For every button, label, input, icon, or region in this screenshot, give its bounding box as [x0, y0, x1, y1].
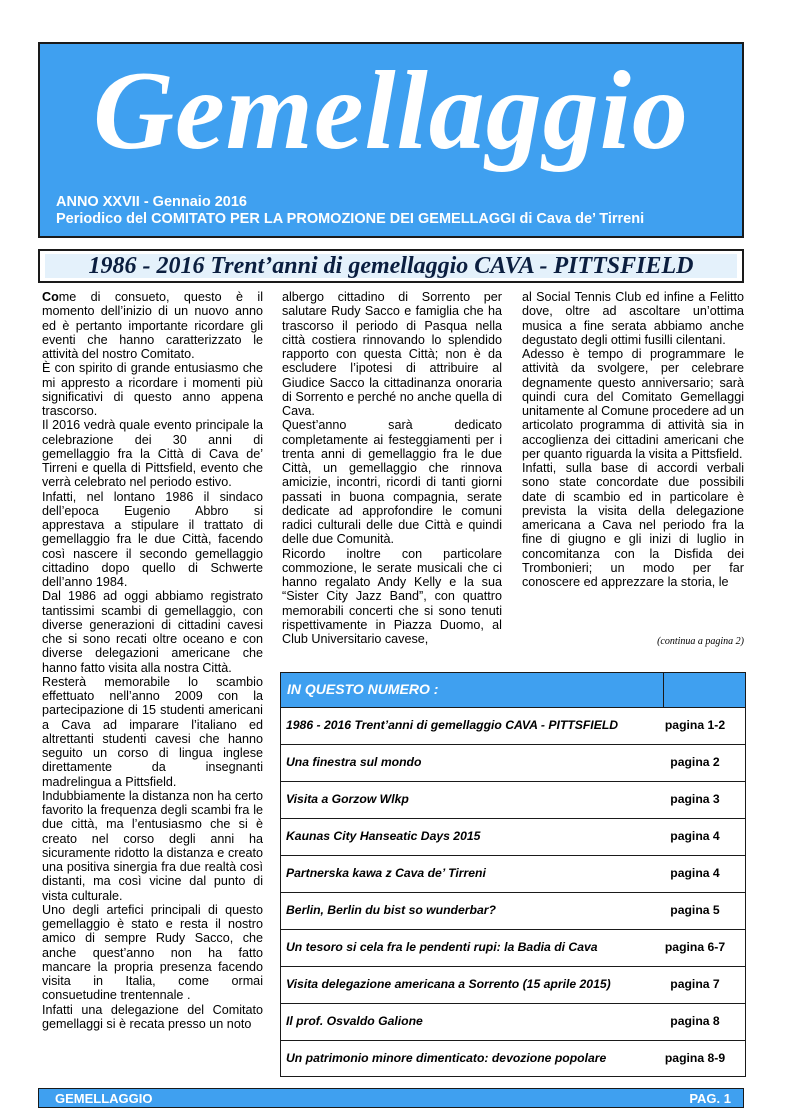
toc-title: 1986 - 2016 Trent’anni di gemellaggio CAVA - PITTSFIELD — [286, 718, 619, 732]
toc-row[interactable] — [281, 855, 745, 892]
article-paragraph: Ricordo inoltre con particolare commozione, le serate musicali che ci hanno regalato Andy Kelly e la sua “Sister City Jazz Band”, con quattro memorabili concerti che si sono tenuti rispettivamente in Piazza Duomo, al Club Universitario cavese, — [282, 546, 502, 646]
continued-note: (continua a pagina 2) — [657, 636, 744, 647]
toc-page: pagina 4 — [670, 829, 720, 843]
initial-letters: Co — [42, 290, 59, 304]
newspaper-title: Gemellaggio — [93, 49, 689, 173]
toc-title: Partnerska kawa z Cava de’ Tirreni — [286, 866, 486, 880]
toc-header-label: IN QUESTO NUMERO : — [287, 681, 439, 697]
article-headline: 1986 - 2016 Trent’anni di gemellaggio CAVA - PITTSFIELD — [45, 254, 737, 278]
article-paragraph: Uno degli artefici principali di questo gemellaggio è stato e resta il nostro amico di sempre Rudy Sacco, che anche quest’anno non ha fatto mancare la propria presenza facendo visita in Italia, come ormai consuetudine trentennale . — [42, 902, 263, 1003]
toc-row[interactable] — [281, 1040, 745, 1077]
toc-page: pagina 8-9 — [664, 1051, 726, 1065]
article-paragraph: albergo cittadino di Sorrento per salutare Rudy Sacco e famiglia che ha trascorso il periodo di Pasqua nella città costiera rinnovando lo splendido rapporto con questa Città; non è da escludere l’ipotesi di attribuire al Giudice Sacco la cittadinanza onoraria di Sorrento e perché no anche quella di Cava. — [282, 290, 502, 418]
toc-title: Visita a Gorzow Wlkp — [286, 792, 409, 806]
article-column-2 — [282, 290, 502, 646]
article-paragraph: al Social Tennis Club ed infine a Felitto dove, oltre ad ascoltare un’ottima musica a fine serata abbiamo anche degustato degli ottimi fusilli cilentani. — [522, 290, 744, 347]
toc-row[interactable] — [281, 818, 745, 855]
toc-row[interactable] — [281, 892, 745, 929]
article-paragraph: Resterà memorabile lo scambio effettuato nell’anno 2009 con la partecipazione di 15 studenti americani a Cava ad imparare l’italiano ed altrettanti studenti cavesi che hanno seguito un corso di lingua inglese direttamente da insegnanti madrelingua a Pittsfield. — [42, 674, 263, 789]
toc-row[interactable] — [281, 1003, 745, 1040]
toc-divider — [663, 673, 664, 707]
article-paragraph: Il 2016 vedrà quale evento principale la celebrazione dei 30 anni di gemellaggio fra la Città di Cava de’ Tirreni e quella di Pittsfield, evento che verrà celebrato nel periodo estivo. — [42, 418, 263, 490]
article-column-3 — [522, 290, 744, 589]
toc-page: pagina 6-7 — [664, 940, 726, 954]
article-paragraph: Quest’anno sarà dedicato completamente ai festeggiamenti per i trenta anni di gemellaggio fra le due Città, un gemellaggio che rinnova amicizie, incontri, ricordi di tanti giorni passati in buona compagnia, serate dedicate ad approfondire le comuni radici culturali delle due Città e quindi delle due Comunità. — [282, 418, 502, 547]
issue-info: ANNO XXVII - Gennaio 2016 — [56, 194, 247, 210]
toc-page: pagina 8 — [670, 1014, 720, 1028]
toc-title: Una finestra sul mondo — [286, 755, 422, 769]
table-of-contents — [280, 672, 746, 1077]
article-paragraph: Infatti, nel lontano 1986 il sindaco dell’epoca Eugenio Abbro si apprestava a stipulare il trattato di gemellaggio fra le due Città, facendo così nascere il secondo gemellaggio cittadino dopo quello di Schwerte dell’anno 1984. — [42, 489, 263, 589]
toc-row[interactable] — [281, 781, 745, 818]
toc-title: Kaunas City Hanseatic Days 2015 — [286, 829, 481, 843]
toc-page: pagina 4 — [670, 866, 720, 880]
footer-title: GEMELLAGGIO — [55, 1091, 153, 1106]
toc-title: Il prof. Osvaldo Galione — [286, 1014, 423, 1028]
page-footer — [38, 1088, 744, 1108]
toc-row[interactable] — [281, 929, 745, 966]
toc-page: pagina 3 — [670, 792, 720, 806]
toc-title: Un tesoro si cela fra le pendenti rupi: la Badia di Cava — [286, 940, 598, 954]
article-paragraph: Infatti, sulla base di accordi verbali sono state concordate due possibili date di scambio ed in particolare è prevista la visita della delegazione americana a Cava nel periodo fra la fine di giugno e gli inizi di luglio in concomitanza con la Disfida dei Trombonieri; un modo per far conoscere ed apprezzare la storia, le — [522, 461, 744, 589]
toc-title: Berlin, Berlin du bist so wunderbar? — [286, 903, 496, 917]
article-paragraph: È con spirito di grande entusiasmo che mi appresto a ricordare i momenti più significativi di questo anno appena trascorso. — [42, 361, 263, 418]
toc-row[interactable] — [281, 744, 745, 781]
toc-row[interactable] — [281, 707, 745, 744]
article-paragraph: Indubbiamente la distanza non ha certo favorito la frequenza degli scambi fra le due città, ma l’entusiasmo che si è creato nel corso degli anni ha sicuramente ridotto la distanza e creato una positiva sinergia fra due realtà così distanti, ma così vicine dal punto di vista culturale. — [42, 788, 263, 903]
page-number: PAG. 1 — [689, 1091, 731, 1106]
toc-title: Visita delegazione americana a Sorrento (15 aprile 2015) — [286, 977, 611, 991]
toc-row[interactable] — [281, 966, 745, 1003]
toc-page: pagina 2 — [670, 755, 720, 769]
article-paragraph: Adesso è tempo di programmare le attività da svolgere, per celebrare degnamente questo anniversario; sarà quindi cura del Comitato Gemellaggi unitamente al Comune procedere ad un articolato programma di attività sia in accoglienza dei cittadini americani che per quanto riguarda la visita a Pittsfield. — [522, 347, 744, 461]
article-paragraph: Dal 1986 ad oggi abbiamo registrato tantissimi scambi di gemellaggio, con diverse generazioni di cittadini cavesi che si sono recati oltre oceano e con diverse delegazioni americane che hanno fatto visita alla nostra Città. — [42, 589, 263, 675]
headline-box — [38, 249, 744, 283]
article-paragraph: Infatti una delegazione del Comitato gemellaggi si è recata presso un noto — [42, 1002, 263, 1031]
toc-page: pagina 1-2 — [664, 718, 726, 732]
publisher-subtitle: Periodico del COMITATO PER LA PROMOZIONE DEI GEMELLAGGI di Cava de’ Tirreni — [56, 211, 645, 227]
toc-title: Un patrimonio minore dimenticato: devozione popolare — [286, 1051, 607, 1065]
article-paragraph: Come di consueto, questo è il momento dell’inizio di un nuovo anno ed è pertanto importante ricordare gli eventi che hanno caratterizzato le attività del nostro Comitato. — [42, 290, 263, 361]
toc-page: pagina 7 — [670, 977, 720, 991]
masthead — [38, 42, 744, 238]
toc-header — [281, 673, 745, 707]
toc-page: pagina 5 — [670, 903, 720, 917]
article-column-1 — [42, 290, 263, 1031]
